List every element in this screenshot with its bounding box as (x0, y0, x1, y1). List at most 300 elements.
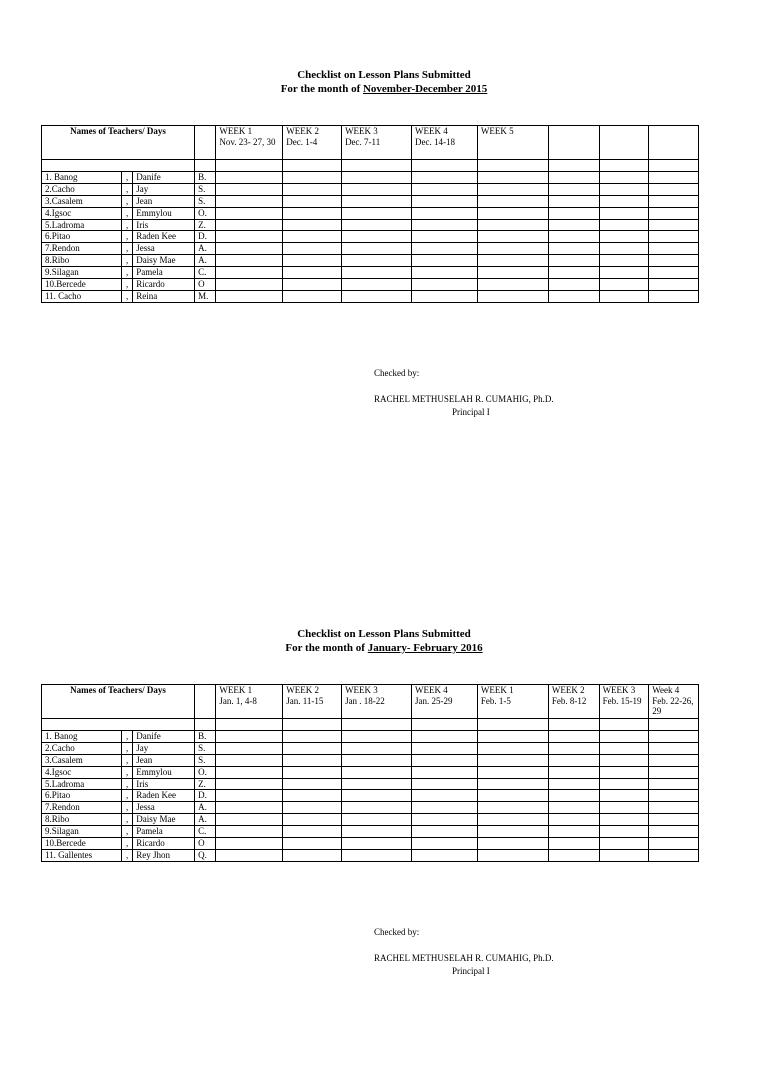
teacher-first-name: Jay (133, 183, 195, 195)
teacher-middle-initial: S. (195, 183, 216, 195)
week-dates: Feb. 15-19 (602, 695, 642, 706)
check-cell[interactable] (342, 731, 412, 743)
week-dates: Feb. 1-5 (480, 695, 511, 706)
week-dates: Jan. 11-15 (286, 695, 324, 706)
check-cell[interactable] (599, 731, 649, 743)
check-cell[interactable] (548, 219, 599, 231)
check-cell[interactable] (216, 195, 283, 207)
name-separator: , (122, 849, 133, 861)
check-cell[interactable] (548, 802, 599, 814)
teacher-first-name: Jean (133, 195, 195, 207)
check-cell[interactable] (548, 207, 599, 219)
empty-cell (342, 160, 412, 172)
check-cell[interactable] (548, 778, 599, 790)
check-cell[interactable] (477, 742, 548, 754)
check-cell[interactable] (216, 790, 283, 802)
teacher-middle-initial: Q. (195, 849, 216, 861)
check-cell[interactable] (599, 290, 649, 302)
name-separator: , (122, 267, 133, 279)
name-separator: , (122, 255, 133, 267)
empty-cell (412, 719, 478, 731)
check-cell[interactable] (283, 290, 342, 302)
check-cell[interactable] (649, 243, 699, 255)
check-cell[interactable] (599, 754, 649, 766)
check-cell[interactable] (548, 849, 599, 861)
week-header (283, 685, 342, 719)
empty-cell (216, 719, 283, 731)
check-cell[interactable] (342, 267, 412, 279)
teacher-row (42, 172, 699, 184)
check-cell[interactable] (216, 849, 283, 861)
teacher-first-name: Ricardo (133, 838, 195, 850)
check-cell[interactable] (342, 802, 412, 814)
check-cell[interactable] (412, 243, 478, 255)
week-dates: Jan. 1, 4-8 (219, 695, 257, 706)
check-cell[interactable] (342, 183, 412, 195)
check-cell[interactable] (599, 790, 649, 802)
check-cell[interactable] (477, 195, 548, 207)
teacher-row (42, 742, 699, 754)
check-cell[interactable] (412, 754, 478, 766)
check-cell[interactable] (599, 207, 649, 219)
check-cell[interactable] (216, 742, 283, 754)
check-cell[interactable] (649, 231, 699, 243)
check-cell[interactable] (342, 766, 412, 778)
check-cell[interactable] (216, 290, 283, 302)
check-cell[interactable] (548, 267, 599, 279)
check-cell[interactable] (342, 849, 412, 861)
check-cell[interactable] (216, 267, 283, 279)
teacher-last-name: 11. Gallentes (42, 849, 122, 861)
check-cell[interactable] (412, 195, 478, 207)
check-cell[interactable] (412, 790, 478, 802)
check-cell[interactable] (216, 183, 283, 195)
name-separator: , (122, 814, 133, 826)
checklist-sheet (0, 0, 768, 512)
check-cell[interactable] (477, 207, 548, 219)
empty-cell (649, 160, 699, 172)
name-separator: , (122, 243, 133, 255)
teacher-last-name: 9.Silagan (42, 826, 122, 838)
empty-cell (599, 719, 649, 731)
teacher-middle-initial: O (195, 838, 216, 850)
week-label: WEEK 3 (602, 685, 636, 695)
check-cell[interactable] (548, 838, 599, 850)
check-cell[interactable] (548, 195, 599, 207)
teacher-first-name: Emmylou (133, 207, 195, 219)
week-dates: Dec. 1-4 (286, 136, 318, 147)
header-row (42, 685, 699, 719)
check-cell[interactable] (649, 279, 699, 291)
check-cell[interactable] (412, 849, 478, 861)
mi-header-cell (195, 126, 216, 160)
teacher-middle-initial: S. (195, 195, 216, 207)
teacher-last-name: 4.Igsoc (42, 207, 122, 219)
week-header (412, 126, 478, 160)
check-cell[interactable] (649, 766, 699, 778)
check-cell[interactable] (548, 290, 599, 302)
check-cell[interactable] (477, 754, 548, 766)
check-cell[interactable] (412, 207, 478, 219)
check-cell[interactable] (477, 826, 548, 838)
check-cell[interactable] (283, 207, 342, 219)
check-cell[interactable] (649, 814, 699, 826)
week-header (216, 126, 283, 160)
check-cell[interactable] (599, 802, 649, 814)
week-header (548, 126, 599, 160)
check-cell[interactable] (283, 195, 342, 207)
week-dates: Dec. 7-11 (345, 136, 381, 147)
signatory-name: RACHEL METHUSELAH R. CUMAHIG, Ph.D. (374, 953, 554, 963)
check-cell[interactable] (412, 742, 478, 754)
teacher-middle-initial: O. (195, 207, 216, 219)
check-cell[interactable] (283, 849, 342, 861)
week-label: WEEK 4 (415, 126, 448, 136)
check-cell[interactable] (649, 219, 699, 231)
check-cell[interactable] (649, 838, 699, 850)
check-cell[interactable] (283, 243, 342, 255)
check-cell[interactable] (599, 838, 649, 850)
teacher-row (42, 814, 699, 826)
teacher-row (42, 195, 699, 207)
check-cell[interactable] (599, 826, 649, 838)
teacher-row (42, 231, 699, 243)
week-label: WEEK 1 (219, 685, 253, 695)
check-cell[interactable] (342, 826, 412, 838)
check-cell[interactable] (216, 172, 283, 184)
empty-cell (216, 160, 283, 172)
check-cell[interactable] (649, 778, 699, 790)
teacher-middle-initial: C. (195, 267, 216, 279)
month-range: January- February 2016 (367, 642, 483, 654)
week-dates: Feb. 22-26, 29 (652, 695, 694, 716)
check-cell[interactable] (216, 754, 283, 766)
check-cell[interactable] (283, 802, 342, 814)
check-cell[interactable] (477, 731, 548, 743)
check-cell[interactable] (216, 778, 283, 790)
check-cell[interactable] (599, 183, 649, 195)
check-cell[interactable] (412, 290, 478, 302)
month-range: November-December 2015 (362, 83, 488, 95)
check-cell[interactable] (477, 255, 548, 267)
check-cell[interactable] (477, 838, 548, 850)
names-header: Names of Teachers/ Days (42, 685, 195, 719)
teacher-row (42, 290, 699, 302)
check-cell[interactable] (599, 778, 649, 790)
check-cell[interactable] (649, 849, 699, 861)
check-cell[interactable] (599, 172, 649, 184)
check-cell[interactable] (599, 255, 649, 267)
check-cell[interactable] (477, 231, 548, 243)
teacher-row (42, 279, 699, 291)
teacher-row (42, 838, 699, 850)
check-cell[interactable] (283, 231, 342, 243)
name-separator: , (122, 826, 133, 838)
check-cell[interactable] (477, 172, 548, 184)
name-separator: , (122, 778, 133, 790)
teacher-first-name: Jean (133, 754, 195, 766)
teacher-middle-initial: S. (195, 742, 216, 754)
check-cell[interactable] (342, 790, 412, 802)
teacher-last-name: 9.Silagan (42, 267, 122, 279)
check-cell[interactable] (477, 219, 548, 231)
signatory-position: Principal I (452, 966, 490, 976)
check-cell[interactable] (283, 267, 342, 279)
check-cell[interactable] (283, 731, 342, 743)
check-cell[interactable] (283, 826, 342, 838)
check-cell[interactable] (412, 731, 478, 743)
check-cell[interactable] (477, 267, 548, 279)
check-cell[interactable] (548, 231, 599, 243)
checked-by-label: Checked by: (374, 368, 420, 378)
check-cell[interactable] (548, 172, 599, 184)
check-cell[interactable] (216, 802, 283, 814)
check-cell[interactable] (548, 243, 599, 255)
check-cell[interactable] (548, 742, 599, 754)
check-cell[interactable] (477, 802, 548, 814)
check-cell[interactable] (216, 207, 283, 219)
teacher-first-name: Iris (133, 219, 195, 231)
teacher-row (42, 826, 699, 838)
check-cell[interactable] (412, 838, 478, 850)
check-cell[interactable] (548, 183, 599, 195)
check-cell[interactable] (548, 279, 599, 291)
teacher-last-name: 2.Cacho (42, 183, 122, 195)
check-cell[interactable] (599, 814, 649, 826)
check-cell[interactable] (283, 279, 342, 291)
week-header (548, 685, 599, 719)
title-line: Checklist on Lesson Plans Submitted (297, 628, 471, 640)
check-cell[interactable] (283, 183, 342, 195)
week-header (599, 685, 649, 719)
check-cell[interactable] (477, 243, 548, 255)
check-cell[interactable] (599, 279, 649, 291)
name-separator: , (122, 231, 133, 243)
check-cell[interactable] (283, 778, 342, 790)
check-cell[interactable] (342, 219, 412, 231)
check-cell[interactable] (477, 279, 548, 291)
teacher-row (42, 267, 699, 279)
check-cell[interactable] (649, 267, 699, 279)
check-cell[interactable] (412, 826, 478, 838)
teacher-last-name: 7.Rendon (42, 802, 122, 814)
check-cell[interactable] (412, 183, 478, 195)
teacher-middle-initial: A. (195, 802, 216, 814)
check-cell[interactable] (548, 731, 599, 743)
teacher-row (42, 243, 699, 255)
check-cell[interactable] (342, 279, 412, 291)
week-label: WEEK 3 (345, 685, 378, 695)
check-cell[interactable] (548, 826, 599, 838)
check-cell[interactable] (599, 231, 649, 243)
checked-by-label: Checked by: (374, 927, 420, 937)
check-cell[interactable] (283, 219, 342, 231)
check-cell[interactable] (548, 766, 599, 778)
empty-cell (477, 160, 548, 172)
signatory-position: Principal I (452, 407, 490, 417)
name-separator: , (122, 790, 133, 802)
week-label: WEEK 2 (286, 685, 320, 695)
check-cell[interactable] (548, 255, 599, 267)
teacher-middle-initial: D. (195, 790, 216, 802)
name-separator: , (122, 802, 133, 814)
teacher-middle-initial: Z. (195, 778, 216, 790)
teacher-last-name: 5.Ladroma (42, 219, 122, 231)
check-cell[interactable] (649, 731, 699, 743)
check-cell[interactable] (477, 814, 548, 826)
teacher-last-name: 6.Pitao (42, 231, 122, 243)
check-cell[interactable] (477, 778, 548, 790)
check-cell[interactable] (599, 267, 649, 279)
check-cell[interactable] (412, 814, 478, 826)
check-cell[interactable] (649, 290, 699, 302)
check-cell[interactable] (342, 231, 412, 243)
check-cell[interactable] (412, 255, 478, 267)
check-cell[interactable] (283, 838, 342, 850)
check-cell[interactable] (649, 207, 699, 219)
check-cell[interactable] (599, 243, 649, 255)
week-dates: Jan . 18-22 (345, 695, 385, 706)
check-cell[interactable] (216, 826, 283, 838)
teacher-row (42, 255, 699, 267)
week-header (477, 126, 548, 160)
month-prefix: For the month of (280, 83, 363, 95)
teacher-first-name: Pamela (133, 826, 195, 838)
check-cell[interactable] (216, 838, 283, 850)
month-line (0, 641, 768, 655)
check-cell[interactable] (283, 172, 342, 184)
teacher-row (42, 731, 699, 743)
check-cell[interactable] (216, 766, 283, 778)
sheet-title (0, 627, 768, 655)
check-cell[interactable] (477, 849, 548, 861)
check-cell[interactable] (283, 790, 342, 802)
teacher-first-name: Danife (133, 172, 195, 184)
check-cell[interactable] (599, 766, 649, 778)
check-cell[interactable] (283, 766, 342, 778)
check-cell[interactable] (649, 802, 699, 814)
check-cell[interactable] (649, 790, 699, 802)
lesson-plan-table (41, 684, 699, 862)
week-header (412, 685, 478, 719)
empty-cell (195, 719, 216, 731)
check-cell[interactable] (649, 754, 699, 766)
teacher-first-name: Jay (133, 742, 195, 754)
check-cell[interactable] (599, 219, 649, 231)
check-cell[interactable] (283, 742, 342, 754)
teacher-first-name: Raden Kee (133, 790, 195, 802)
check-cell[interactable] (649, 195, 699, 207)
check-cell[interactable] (548, 790, 599, 802)
check-cell[interactable] (342, 195, 412, 207)
check-cell[interactable] (599, 849, 649, 861)
check-cell[interactable] (477, 290, 548, 302)
check-cell[interactable] (477, 766, 548, 778)
week-dates: Feb. 8-12 (551, 695, 587, 706)
check-cell[interactable] (283, 255, 342, 267)
teacher-first-name: Raden Kee (133, 231, 195, 243)
name-separator: , (122, 731, 133, 743)
check-cell[interactable] (283, 814, 342, 826)
check-cell[interactable] (412, 219, 478, 231)
title-line: Checklist on Lesson Plans Submitted (297, 69, 471, 81)
check-cell[interactable] (342, 754, 412, 766)
check-cell[interactable] (412, 778, 478, 790)
check-cell[interactable] (283, 754, 342, 766)
check-cell[interactable] (342, 172, 412, 184)
check-cell[interactable] (342, 290, 412, 302)
check-cell[interactable] (548, 814, 599, 826)
name-separator: , (122, 742, 133, 754)
teacher-first-name: Daisy Mae (133, 814, 195, 826)
check-cell[interactable] (216, 219, 283, 231)
teacher-first-name: Pamela (133, 267, 195, 279)
teacher-middle-initial: C. (195, 826, 216, 838)
teacher-first-name: Daisy Mae (133, 255, 195, 267)
check-cell[interactable] (649, 172, 699, 184)
teacher-middle-initial: O. (195, 766, 216, 778)
check-cell[interactable] (216, 243, 283, 255)
check-cell[interactable] (342, 243, 412, 255)
name-separator: , (122, 219, 133, 231)
week-header (599, 126, 649, 160)
week-label: WEEK 1 (480, 685, 514, 695)
signatory-name: RACHEL METHUSELAH R. CUMAHIG, Ph.D. (374, 394, 554, 404)
check-cell[interactable] (342, 255, 412, 267)
check-cell[interactable] (599, 742, 649, 754)
check-cell[interactable] (599, 195, 649, 207)
name-separator: , (122, 754, 133, 766)
check-cell[interactable] (412, 172, 478, 184)
teacher-middle-initial: D. (195, 231, 216, 243)
check-cell[interactable] (412, 267, 478, 279)
check-cell[interactable] (342, 778, 412, 790)
name-separator: , (122, 838, 133, 850)
name-separator: , (122, 172, 133, 184)
check-cell[interactable] (412, 279, 478, 291)
name-separator: , (122, 290, 133, 302)
teacher-first-name: Rey Jhon (133, 849, 195, 861)
week-dates: Nov. 23- 27, 30 (219, 136, 276, 147)
check-cell[interactable] (342, 207, 412, 219)
check-cell[interactable] (649, 742, 699, 754)
teacher-last-name: 3.Casalem (42, 754, 122, 766)
check-cell[interactable] (477, 183, 548, 195)
check-cell[interactable] (216, 814, 283, 826)
check-cell[interactable] (412, 766, 478, 778)
check-cell[interactable] (649, 826, 699, 838)
teacher-middle-initial: A. (195, 255, 216, 267)
check-cell[interactable] (342, 814, 412, 826)
check-cell[interactable] (216, 279, 283, 291)
empty-cell (195, 160, 216, 172)
check-cell[interactable] (649, 255, 699, 267)
check-cell[interactable] (342, 742, 412, 754)
check-cell[interactable] (412, 231, 478, 243)
week-dates: Dec. 14-18 (415, 136, 456, 147)
empty-cell (599, 160, 649, 172)
check-cell[interactable] (342, 838, 412, 850)
check-cell[interactable] (216, 731, 283, 743)
check-cell[interactable] (649, 183, 699, 195)
check-cell[interactable] (477, 790, 548, 802)
check-cell[interactable] (216, 231, 283, 243)
check-cell[interactable] (548, 754, 599, 766)
check-cell[interactable] (216, 255, 283, 267)
teacher-last-name: 5.Ladroma (42, 778, 122, 790)
teacher-last-name: 11. Cacho (42, 290, 122, 302)
check-cell[interactable] (412, 802, 478, 814)
